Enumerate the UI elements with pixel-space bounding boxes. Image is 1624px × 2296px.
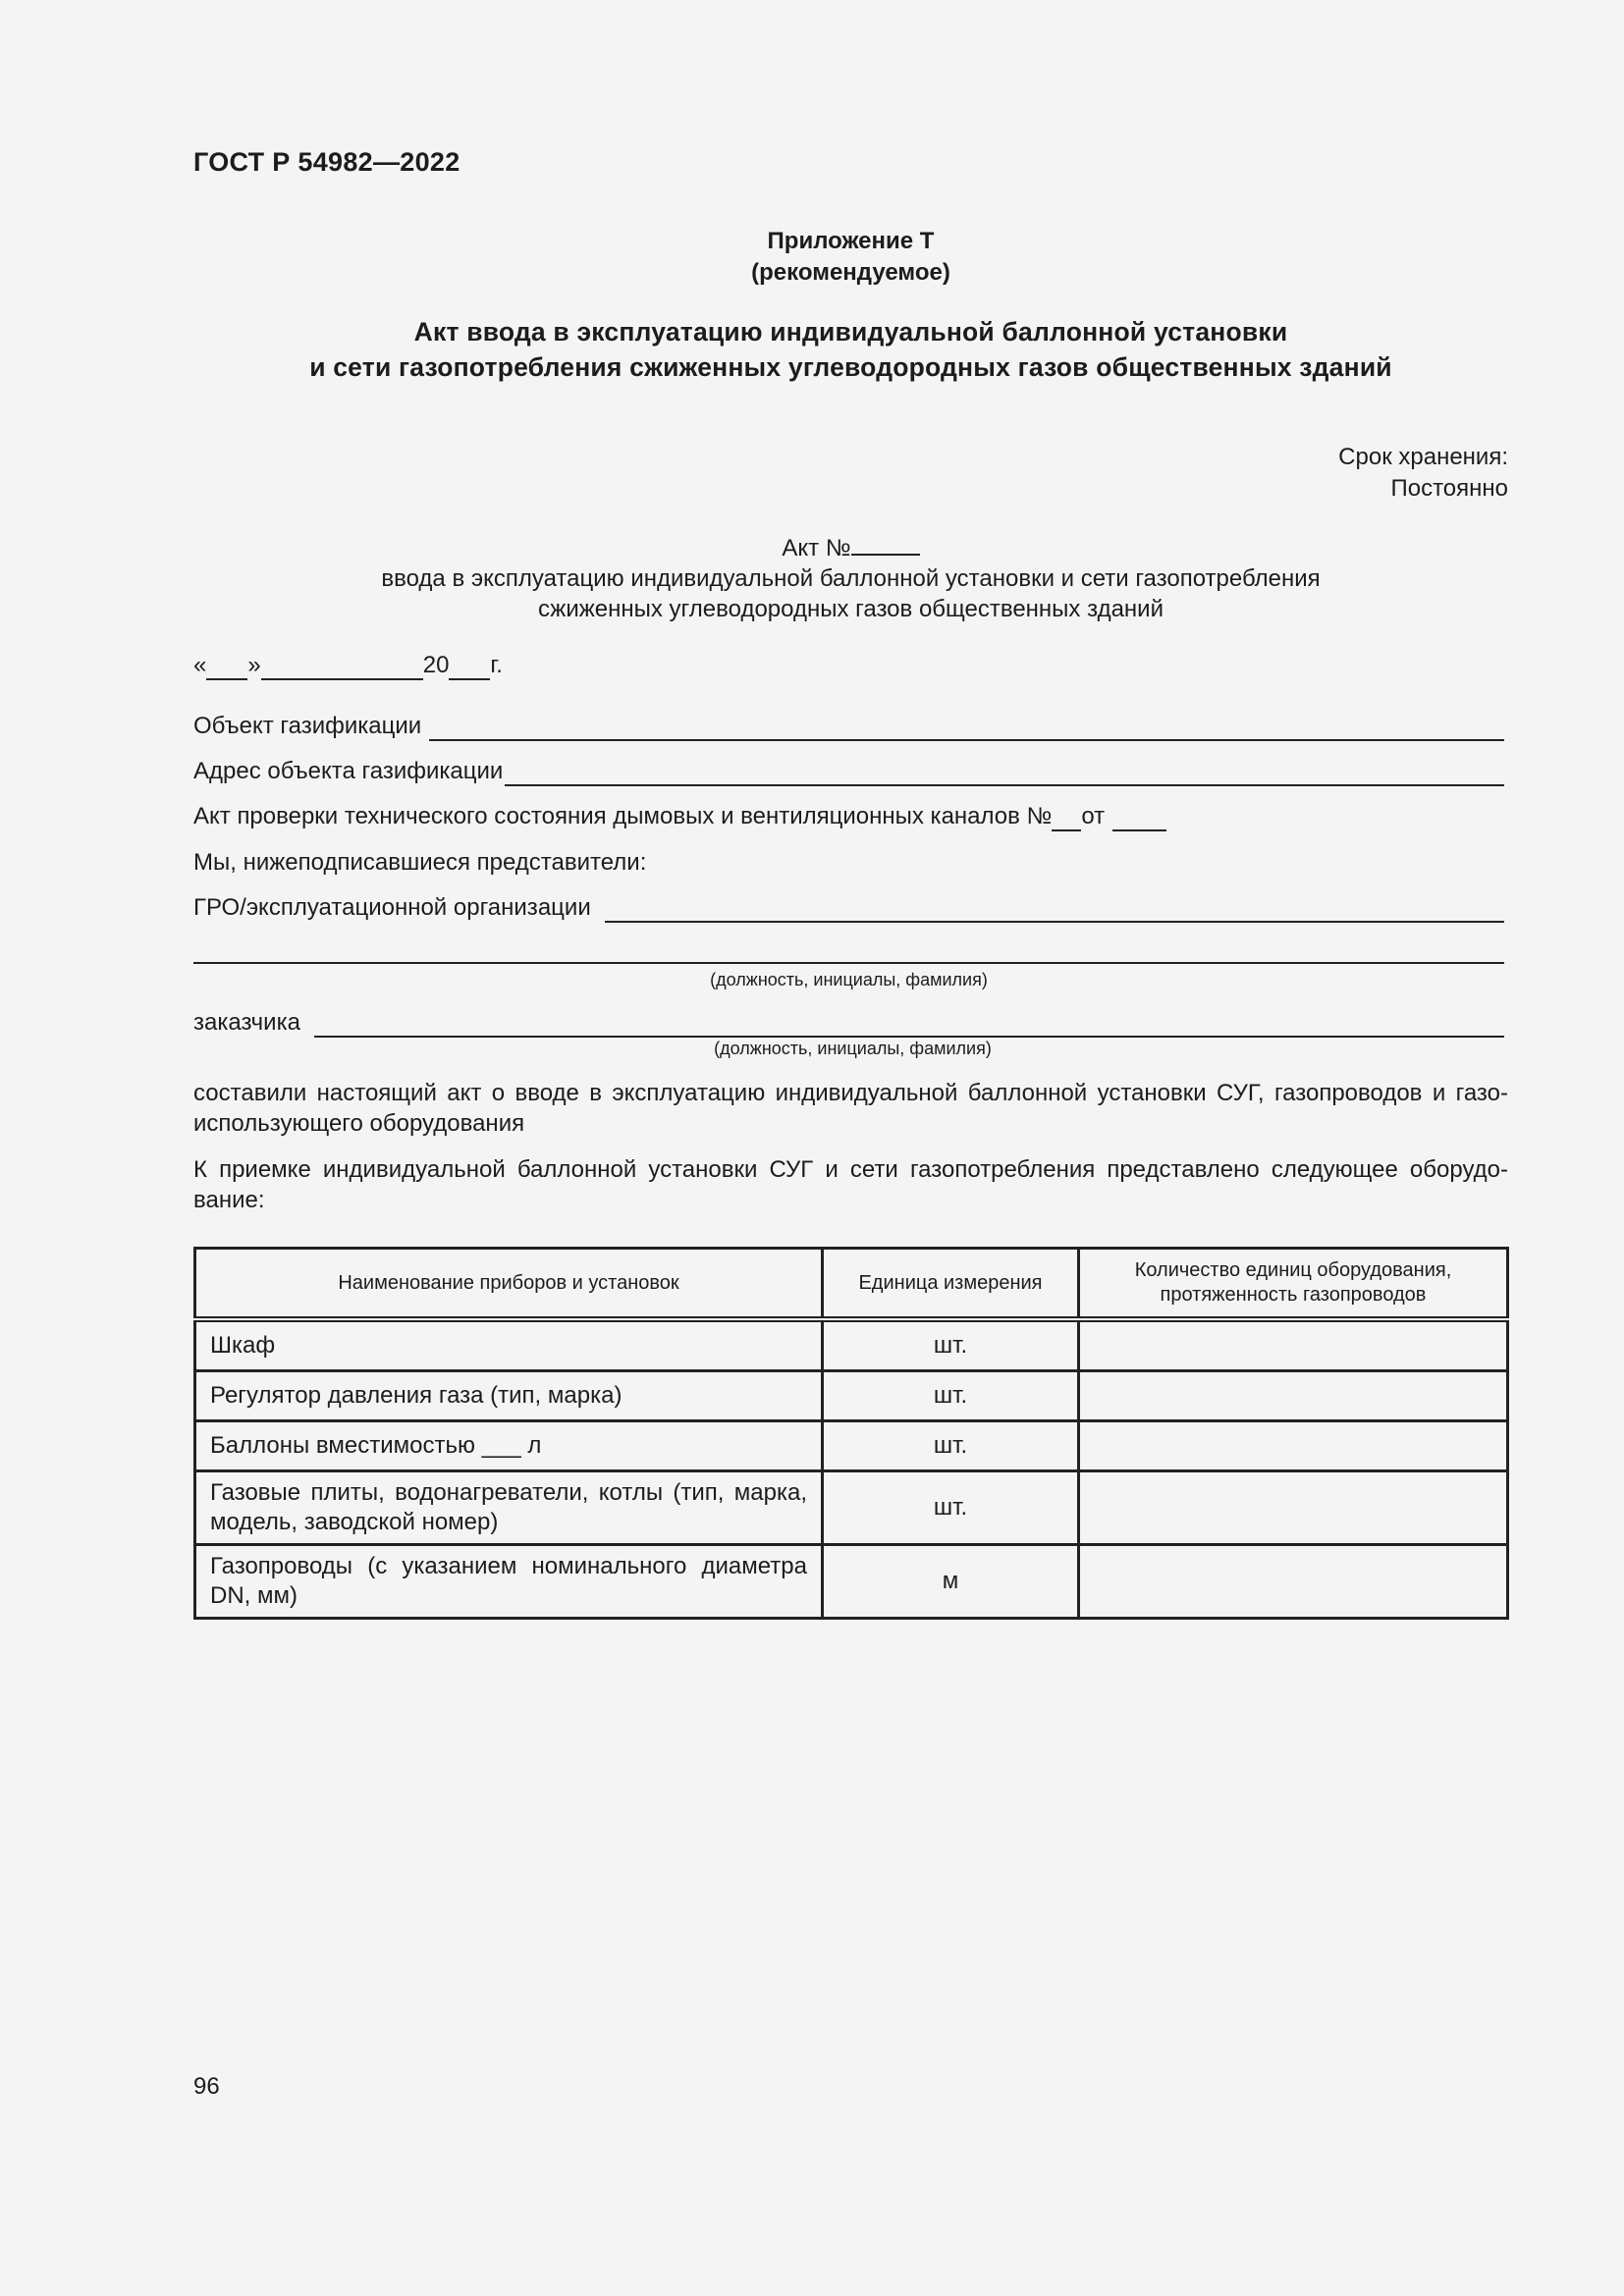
row-name: Газопроводы (с указанием номинального диаметра DN, мм) (195, 1545, 823, 1619)
date-day-blank[interactable] (206, 657, 247, 680)
date-month-blank[interactable] (261, 657, 423, 680)
header-unit: Единица измерения (823, 1249, 1079, 1320)
date-line (193, 651, 1504, 680)
check-act-date-blank[interactable] (1112, 808, 1166, 831)
row-quantity-cell[interactable] (1079, 1319, 1508, 1371)
address-label: Адрес объекта газификации (193, 758, 504, 784)
row-unit: шт. (823, 1371, 1079, 1421)
customer-field (193, 1008, 1504, 1038)
row-name: Регулятор давления газа (тип, марка) (195, 1371, 823, 1421)
page-number: 96 (193, 2073, 220, 2100)
document-title-line-1: Акт ввода в эксплуатацию индивидуальной баллонной установки (413, 317, 1288, 347)
object-input-line[interactable] (429, 718, 1504, 741)
address-field (193, 757, 1504, 786)
row-unit: м (823, 1545, 1079, 1619)
gro-field (193, 893, 1504, 923)
table-row (195, 1371, 1508, 1421)
date-close-quote: » (247, 652, 261, 678)
row-name: Газовые плиты, водонагреватели, котлы (тип, марка, модель, заводской номер) (195, 1471, 823, 1545)
appendix-heading (193, 226, 1508, 289)
act-subtitle-line-1: ввода в эксплуатацию индивидуальной баллонной установки и сети газопотребления (381, 565, 1321, 592)
retention-label: Срок хранения: (1338, 444, 1508, 470)
document-title (193, 314, 1508, 385)
date-year-suffix: г. (490, 652, 503, 678)
object-label: Объект газификации (193, 713, 422, 739)
check-act-label: Акт проверки технического состояния дымовых и вентиляционных каналов № (193, 803, 1053, 829)
retention-block (1338, 442, 1508, 505)
check-act-number-blank[interactable] (1052, 808, 1081, 831)
act-number-line (193, 532, 1508, 563)
gro-label: ГРО/эксплуатационной организации (193, 894, 591, 921)
customer-position-caption: (должность, инициалы, фамилия) (714, 1039, 992, 1058)
date-year-prefix: 20 (422, 652, 450, 678)
table-row (195, 1421, 1508, 1471)
act-heading (193, 532, 1508, 624)
row-quantity-cell[interactable] (1079, 1371, 1508, 1421)
check-act-field (193, 802, 1504, 831)
row-unit: шт. (823, 1421, 1079, 1471)
appendix-title: Приложение Т (767, 228, 935, 254)
we-signed-line (193, 848, 1504, 878)
gro-position-field (193, 940, 1504, 964)
standard-code: ГОСТ Р 54982—2022 (193, 147, 460, 177)
equipment-table (193, 1247, 1509, 1620)
address-input-line[interactable] (505, 763, 1504, 786)
customer-label: заказчика (193, 1009, 300, 1036)
document-title-line-2: и сети газопотребления сжиженных углеводородных газов общественных зданий (309, 352, 1392, 382)
gro-input-line[interactable] (605, 899, 1504, 923)
gro-position-caption: (должность, инициалы, фамилия) (710, 970, 988, 989)
table-row (195, 1545, 1508, 1619)
date-year-blank[interactable] (449, 657, 490, 680)
header-name: Наименование приборов и установок (195, 1249, 823, 1320)
act-number-label: Акт № (782, 535, 851, 561)
gro-position-input-line[interactable] (193, 940, 1504, 964)
row-quantity-cell[interactable] (1079, 1545, 1508, 1619)
table-row (195, 1319, 1508, 1371)
table-row (195, 1471, 1508, 1545)
row-quantity-cell[interactable] (1079, 1471, 1508, 1545)
act-subtitle-line-2: сжиженных углеводородных газов общественных зданий (538, 596, 1164, 622)
table-header-row (195, 1249, 1508, 1320)
act-number-blank[interactable] (851, 532, 920, 556)
retention-value: Постоянно (1390, 475, 1508, 502)
appendix-status: (рекомендуемое) (751, 259, 950, 286)
object-field (193, 712, 1504, 741)
customer-input-line[interactable] (314, 1014, 1504, 1038)
row-quantity-cell[interactable] (1079, 1421, 1508, 1471)
date-open-quote: « (193, 652, 207, 678)
row-name: Шкаф (195, 1319, 823, 1371)
check-act-from-label: от (1081, 803, 1106, 829)
act-paragraph-2: К приемке индивидуальной баллонной установки СУГ и сети газопотребления представлено следующее оборудование: (193, 1156, 1508, 1213)
act-paragraph-1: составили настоящий акт о вводе в эксплуатацию индивидуальной баллонной установки СУГ, газопроводов и газоиспользующего оборудования (193, 1080, 1508, 1137)
header-quantity: Количество единиц оборудования, протяженность газопроводов (1079, 1249, 1508, 1320)
row-name: Баллоны вместимостью ___ л (195, 1421, 823, 1471)
we-signed-text: Мы, нижеподписавшиеся представители: (193, 849, 647, 876)
row-unit: шт. (823, 1471, 1079, 1545)
row-unit: шт. (823, 1319, 1079, 1371)
